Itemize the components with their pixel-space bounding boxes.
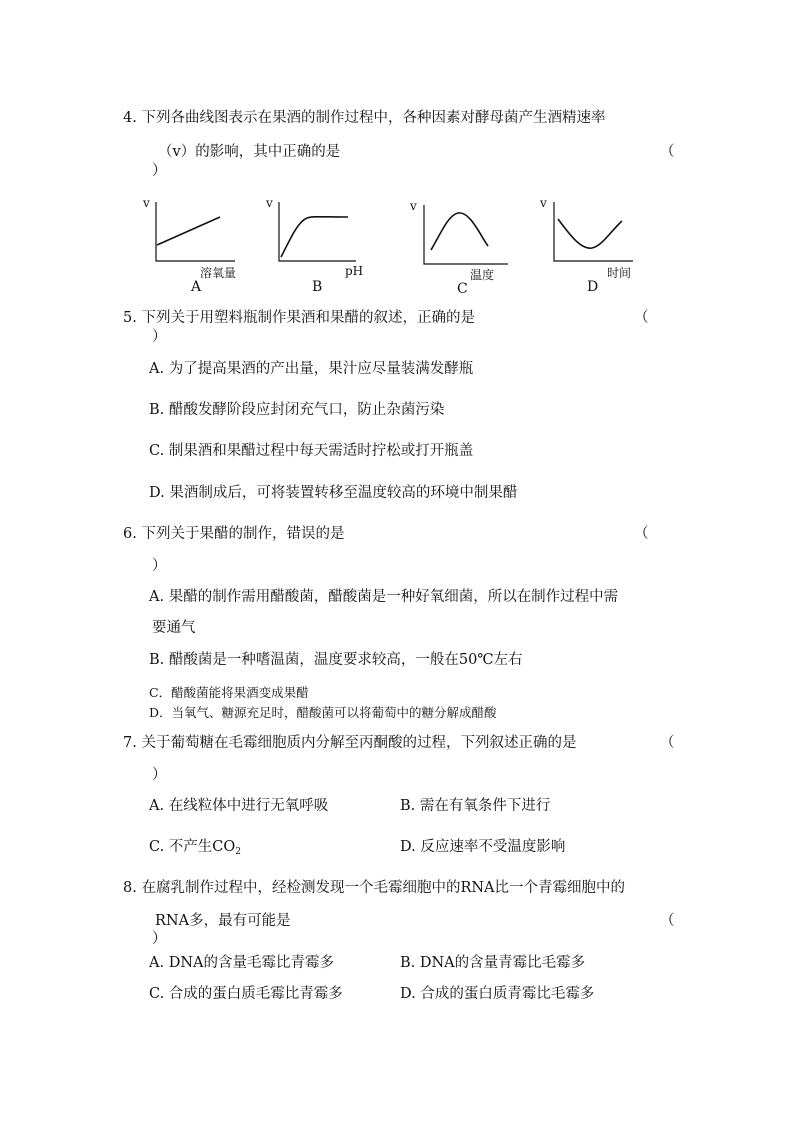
q8-option-d: D. 合成的蛋白质青霉比毛霉多 [400,986,595,1002]
graph-c-letter: C [457,281,468,297]
q5-option-a: A. 为了提高果酒的产出量，果汁应尽量装满发酵瓶 [149,361,474,377]
q7-option-c-subscript: 2 [235,847,242,857]
q5-bracket-open: （ [634,310,649,326]
q6-option-c: C．醋酸菌能将果酒变成果醋 [149,685,309,700]
q8-bracket-open: （ [660,913,675,929]
graph-b [273,200,363,270]
q7-bracket-close: ） [152,767,167,783]
q7-option-c [149,838,241,861]
q4-bracket-close: ） [152,163,167,179]
q4-stem-line2: （v）的影响，其中正确的是 [158,144,341,160]
graph-d-letter: D [587,279,599,295]
q8-stem-line2: RNA多，最有可能是 [155,913,291,929]
graph-c-xlabel: 温度 [470,268,495,282]
q8-option-a: A. DNA的含量毛霉比青霉多 [149,955,334,971]
q6-option-a-line2: 要通气 [152,620,196,636]
graph-a-ylabel: v [143,196,150,210]
graph-d-xlabel: 时间 [607,266,632,280]
q7-option-b: B. 需在有氧条件下进行 [400,798,551,814]
q5-option-c: C. 制果酒和果醋过程中每天需适时拧松或打开瓶盖 [149,443,474,459]
q7-option-d: D. 反应速率不受温度影响 [400,839,566,855]
graph-c [418,203,513,273]
q7-stem: 7. 关于葡萄糖在毛霉细胞质内分解至丙酮酸的过程，下列叙述正确的是 [123,735,577,751]
graph-a-xlabel: 溶氧量 [200,266,237,280]
q5-stem: 5. 下列关于用塑料瓶制作果酒和果醋的叙述，正确的是 [123,310,475,326]
graph-a [150,200,240,270]
q4-bracket-open: （ [660,144,675,160]
q8-bracket-close: ） [152,931,167,947]
q6-stem: 6. 下列关于果醋的制作，错误的是 [123,526,345,542]
q8-option-c: C. 合成的蛋白质毛霉比青霉多 [149,986,343,1002]
graph-c-ylabel: v [410,199,417,213]
graph-a-letter: A [191,279,202,295]
q5-bracket-close: ） [152,329,167,345]
q6-option-d: D．当氧气、糖源充足时，醋酸菌可以将葡萄中的糖分解成醋酸 [149,705,497,720]
q7-bracket-open: （ [660,735,675,751]
q6-option-b: B. 醋酸菌是一种嗜温菌，温度要求较高，一般在50℃左右 [149,652,523,668]
graph-b-letter: B [312,279,323,295]
q4-stem: 4. 下列各曲线图表示在果酒的制作过程中，各种因素对酵母菌产生酒精速率 [123,110,606,126]
q6-option-a-line1: A. 果醋的制作需用醋酸菌，醋酸菌是一种好氧细菌，所以在制作过程中需 [149,589,619,605]
q6-bracket-open: （ [634,526,649,542]
graph-b-xlabel: pH [345,264,364,278]
q7-option-a: A. 在线粒体中进行无氧呼吸 [149,798,329,814]
q8-stem: 8. 在腐乳制作过程中，经检测发现一个毛霉细胞中的RNA比一个青霉细胞中的 [123,880,626,896]
graph-d [548,200,638,270]
q5-option-b: B. 醋酸发酵阶段应封闭充气口，防止杂菌污染 [149,402,445,418]
graph-d-ylabel: v [540,196,547,210]
q6-bracket-close: ） [152,558,167,574]
graph-b-ylabel: v [266,196,273,210]
q7-option-c-text: C. 不产生CO [149,839,236,855]
q5-option-d: D. 果酒制成后，可将装置转移至温度较高的环境中制果醋 [149,485,518,501]
q8-option-b: B. DNA的含量青霉比毛霉多 [400,955,586,971]
